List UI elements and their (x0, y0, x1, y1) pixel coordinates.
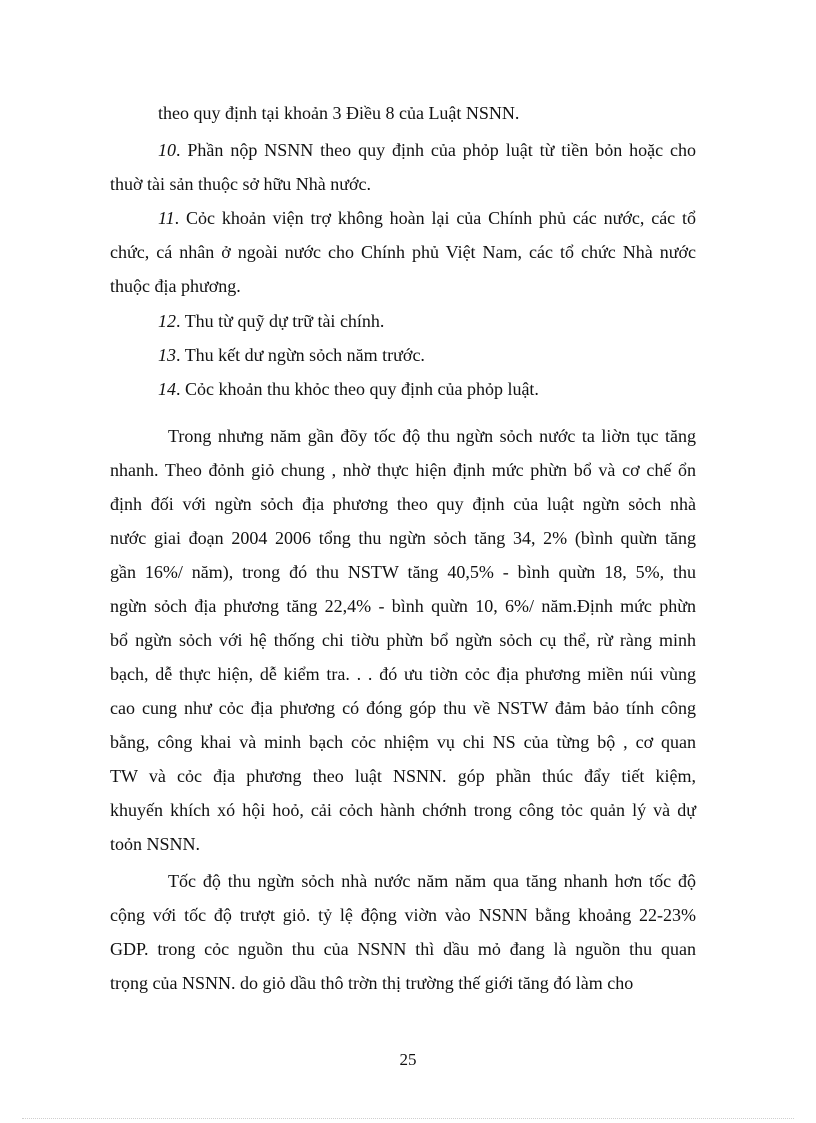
paragraph-line: GDP. trong cỏc nguồn thu của NSNN thì dầu mỏ đang là nguồn thu quan (110, 939, 696, 959)
list-item-11-cont (110, 235, 696, 269)
paragraph-line: Tốc độ thu ngừn sỏch nhà nước năm năm qua tăng nhanh hơn tốc độ (168, 871, 696, 891)
paragraph-2 (110, 864, 696, 1000)
paragraph-line: khuyến khích xó hội hoỏ, cải cỏch hành chớnh trong công tỏc quản lý và dự (110, 800, 696, 820)
paragraph-line: ngừn sỏch địa phương tăng 22,4% - bình quừn 10, 6%/ năm.Định mức phừn (110, 596, 696, 616)
list-item-11: 11. Cỏc khoản viện trợ không hoàn lại của Chính phủ các nước, các tổ (158, 208, 697, 228)
item-number: 13 (158, 345, 176, 365)
paragraph-line: Trong nhưng năm gần đõy tốc độ thu ngừn sỏch nước ta liờn tục tăng (168, 426, 696, 446)
paragraph-line: TW và cỏc địa phương theo luật NSNN. góp phần thúc đẩy tiết kiệm, (110, 766, 696, 786)
item-text: chức, cá nhân ở ngoài nước cho Chính phủ Việt Nam, các tổ chức Nhà nước (110, 242, 696, 262)
paragraph-line: gần 16%/ năm), trong đó thu NSTW tăng 40,5% - bình quừn 18, 5%, thu (110, 562, 696, 582)
page-bottom-divider (22, 1118, 794, 1119)
list-item-14: 14. Cỏc khoản thu khỏc theo quy định của phỏp luật. (158, 379, 539, 399)
paragraph-line: nhanh. Theo đỏnh giỏ chung , nhờ thực hiện định mức phừn bổ và cơ chế ổn (110, 460, 696, 480)
intro-line: theo quy định tại khoản 3 Điều 8 của Luật NSNN. (158, 103, 520, 123)
item-text: Phần nộp NSNN theo quy định của phỏp luật từ tiền bỏn hoặc cho (187, 140, 697, 160)
item-text: Cỏc khoản viện trợ không hoàn lại của Chính phủ các nước, các tổ (186, 208, 697, 228)
paragraph-line: bạch, dễ thực hiện, dễ kiểm tra. . . đó ưu tiờn cỏc địa phương miền núi vùng (110, 664, 696, 684)
paragraph-line: bổ ngừn sỏch với hệ thống chi tiờu phừn bổ ngừn sỏch cụ thể, rừ ràng minh (110, 630, 696, 650)
item-text: Thu từ quỹ dự trữ tài chính. (184, 311, 385, 331)
list-item-11-cont2: thuộc địa phương. (110, 276, 241, 296)
list-item-10-cont: thuờ tài sản thuộc sở hữu Nhà nước. (110, 174, 372, 194)
page-number: 25 (399, 1050, 417, 1069)
paragraph-line: cao cung như cỏc địa phương có đóng góp thu về NSTW đảm bảo tính công (110, 698, 696, 718)
item-number: 10 (158, 140, 176, 160)
paragraph-line: bằng, công khai và minh bạch cỏc nhiệm vụ chi NS của từng bộ , cơ quan (110, 732, 696, 752)
list-item-10: 10. Phần nộp NSNN theo quy định của phỏp luật từ tiền bỏn hoặc cho (158, 140, 697, 160)
item-number: 11 (158, 208, 175, 228)
paragraph-line: toỏn NSNN. (110, 834, 201, 854)
list-item-13: 13. Thu kết dư ngừn sỏch năm trước. (158, 345, 425, 365)
paragraph-1 (110, 419, 696, 861)
list-item-12: 12. Thu từ quỹ dự trữ tài chính. (158, 311, 385, 331)
item-number: 12 (158, 311, 176, 331)
item-text: Cỏc khoản thu khỏc theo quy định của phỏp luật. (185, 379, 539, 399)
item-text: Thu kết dư ngừn sỏch năm trước. (184, 345, 425, 365)
paragraph-line: cộng với tốc độ trượt giỏ. tỷ lệ động viờn vào NSNN bằng khoảng 22-23% (110, 905, 696, 925)
paragraph-line: nước giai đoạn 2004 2006 tổng thu ngừn sỏch tăng 34, 2% (bình quừn tăng (110, 528, 696, 548)
paragraph-line: trọng của NSNN. do giỏ dầu thô trờn thị trường thế giới tăng đó làm cho (110, 973, 634, 993)
paragraph-line: định đối với ngừn sỏch địa phương theo quy định của luật ngừn sỏch nhà (110, 494, 696, 514)
item-number: 14 (158, 379, 176, 399)
